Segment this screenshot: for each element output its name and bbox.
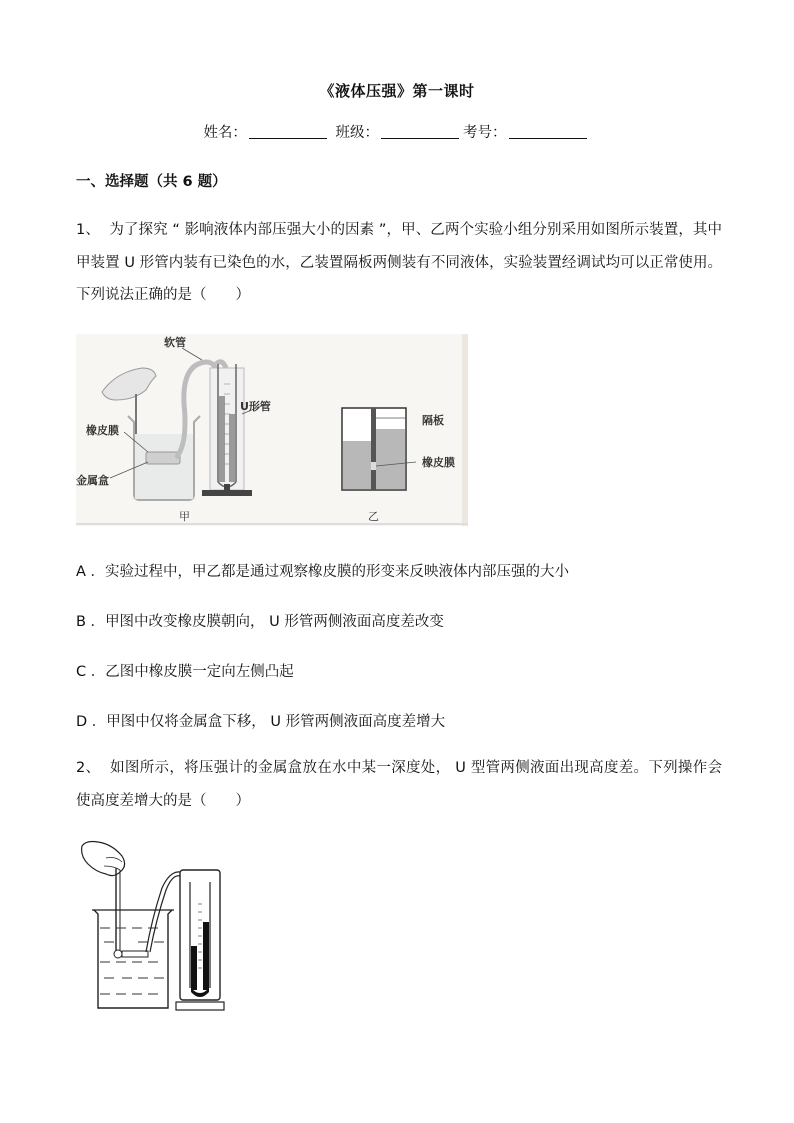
page-title: 《液体压强》第一课时 <box>319 82 475 100</box>
left-liquid <box>343 441 371 489</box>
option-b[interactable] <box>76 610 444 631</box>
student-info-line <box>0 121 794 142</box>
label-rubber-film-left: 橡皮膜 <box>86 424 119 437</box>
label-jia: 甲 <box>179 510 190 523</box>
question-1-text: 为了探究 “ 影响液体内部压强大小的因素 ”，甲、乙两个实验小组分别采用如图所示装置，其中甲装置 U 形管内装有已染色的水，乙装置隔板两侧装有不同液体，实验装置经调试均可以正常使用。下列说法正确的是（ ） <box>76 222 722 303</box>
question-2-figure <box>76 838 236 1018</box>
u-tube-stem <box>224 484 230 492</box>
label-soft-tube: 软管 <box>164 336 186 349</box>
label-u-tube: U形管 <box>240 400 271 413</box>
name-label: 姓名： <box>203 125 247 141</box>
option-b-text: 甲图中改变橡皮膜朝向， U 形管两侧液面高度差改变 <box>105 614 444 630</box>
partition <box>371 408 376 490</box>
u-tube-left-liquid <box>191 946 197 990</box>
question-1-figure <box>76 334 468 526</box>
option-d-letter: D ． <box>76 714 107 730</box>
figure-edge <box>462 334 468 526</box>
option-d-text: 甲图中仅将金属盒下移， U 形管两侧液面高度差增大 <box>106 714 446 730</box>
name-blank[interactable] <box>249 124 327 139</box>
label-metal-box: 金属盒 <box>76 474 109 487</box>
class-blank[interactable] <box>381 124 459 139</box>
option-c-letter: C ． <box>76 664 106 680</box>
option-c-text: 乙图中橡皮膜一定向左侧凸起 <box>105 664 294 680</box>
label-yi: 乙 <box>368 510 379 523</box>
water-surface <box>100 928 164 994</box>
label-rubber-film-right: 橡皮膜 <box>422 456 455 469</box>
option-b-letter: B ． <box>76 614 106 630</box>
option-d[interactable] <box>76 710 445 731</box>
option-c[interactable] <box>76 660 294 681</box>
metal-box <box>122 951 148 957</box>
class-label: 班级： <box>335 125 380 141</box>
label-partition: 隔板 <box>422 414 444 427</box>
u-tube-base <box>176 1002 224 1010</box>
question-1 <box>76 214 722 312</box>
u-tube-frame <box>180 870 220 1000</box>
metal-box <box>146 452 180 464</box>
option-a-letter: A ． <box>76 564 106 580</box>
question-2-number: 2、 <box>76 760 101 776</box>
exam-number-label: 考号： <box>463 125 507 141</box>
beaker <box>94 910 172 1008</box>
question-1-number: 1、 <box>76 222 100 238</box>
hand-icon <box>82 842 125 876</box>
question-2-text: 如图所示，将压强计的金属盒放在水中某一深度处， U 型管两侧液面出现高度差。下列操作会使高度差增大的是（ ） <box>76 760 723 809</box>
metal-box-knob <box>114 950 122 958</box>
option-a[interactable] <box>76 560 569 581</box>
right-liquid <box>376 429 405 489</box>
option-a-text: 实验过程中，甲乙都是通过观察橡皮膜的形变来反映液体内部压强的大小 <box>105 564 570 580</box>
rubber-film <box>371 462 376 470</box>
section-heading: 一、选择题（共 6 题） <box>76 174 227 190</box>
u-tube-left-liquid <box>219 396 225 482</box>
u-tube-board <box>210 368 244 490</box>
u-tube-right-liquid <box>203 922 209 990</box>
question-2 <box>76 752 722 817</box>
exam-number-blank[interactable] <box>509 124 587 139</box>
